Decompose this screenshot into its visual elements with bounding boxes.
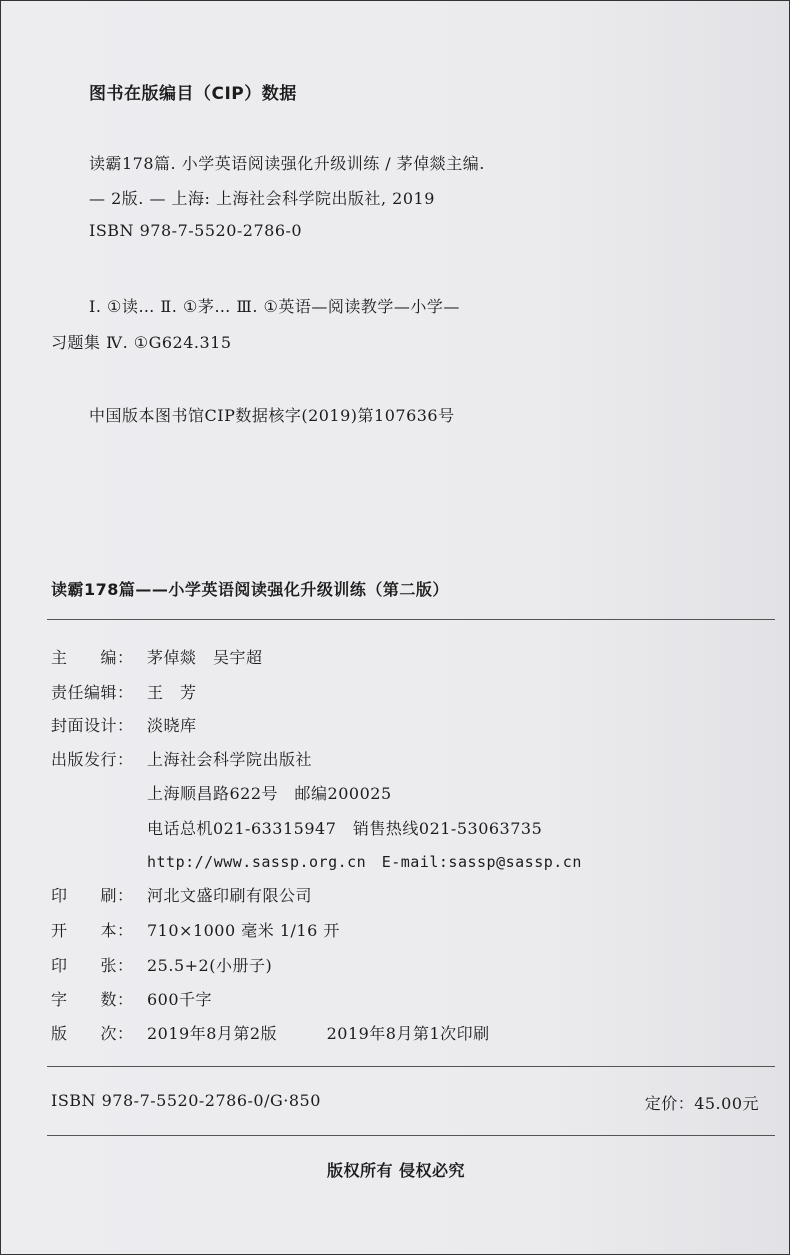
publisher-label: 出版发行： (51, 750, 134, 769)
divider-middle (47, 1066, 775, 1067)
word-count-row (51, 987, 212, 1010)
format-label: 开 本： (51, 921, 134, 940)
publisher-row (51, 747, 312, 770)
sheets-label: 印 张： (51, 956, 134, 975)
sheets-value: 25.5+2(小册子) (147, 956, 273, 975)
edition-row (51, 1021, 490, 1044)
word-count-value: 600千字 (147, 990, 213, 1009)
cover-design-value: 淡晓库 (147, 716, 197, 735)
printer-row (51, 883, 312, 906)
cip-isbn: ISBN 978-7-5520-2786-0 (89, 221, 303, 240)
printer-label: 印 刷： (51, 886, 134, 905)
footer-isbn: ISBN 978-7-5520-2786-0/G·850 (51, 1091, 321, 1110)
edition-value: 2019年8月第2版 2019年8月第1次印刷 (147, 1024, 490, 1043)
cip-record-number: 中国版本图书馆CIP数据核字(2019)第107636号 (89, 406, 455, 425)
cip-line-2: — 2版. — 上海: 上海社会科学院出版社, 2019 (89, 189, 435, 208)
format-value: 710×1000 毫米 1/16 开 (147, 921, 340, 940)
editor-row (51, 645, 263, 668)
price: 定价：45.00元 (644, 1094, 759, 1113)
publisher-address: 上海顺昌路622号 邮编200025 (147, 784, 392, 803)
edition-label: 版 次： (51, 1024, 134, 1043)
cip-line-1: 读霸178篇. 小学英语阅读强化升级训练 / 茅倬燚主编. (89, 154, 485, 173)
copyright-notice: 版权所有 侵权必究 (326, 1161, 466, 1180)
cip-classification-2: 习题集 Ⅳ. ①G624.315 (51, 333, 232, 352)
cover-design-label: 封面设计： (51, 716, 134, 735)
cover-design-row (51, 713, 197, 736)
responsible-editor-row (51, 680, 197, 703)
sheets-row (51, 953, 272, 976)
cip-heading: 图书在版编目（CIP）数据 (89, 84, 297, 104)
divider-bottom (47, 1135, 775, 1136)
editor-label: 主 编： (51, 648, 134, 667)
word-count-label: 字 数： (51, 990, 134, 1009)
publisher-value: 上海社会科学院出版社 (147, 750, 313, 769)
responsible-editor-value: 王 芳 (147, 683, 197, 702)
book-title: 读霸178篇——小学英语阅读强化升级训练（第二版） (51, 580, 449, 599)
responsible-editor-label: 责任编辑： (51, 683, 134, 702)
cip-classification-1: Ⅰ. ①读… Ⅱ. ①茅… Ⅲ. ①英语—阅读教学—小学— (89, 297, 460, 316)
format-row (51, 918, 340, 941)
editor-value: 茅倬燚 吴宇超 (147, 648, 263, 667)
publisher-web-email: http://www.sassp.org.cn E-mail:sassp@sassp.cn (147, 853, 582, 871)
publisher-phone: 电话总机021-63315947 销售热线021-53063735 (147, 819, 543, 838)
divider-top (47, 619, 775, 620)
printer-value: 河北文盛印刷有限公司 (147, 886, 313, 905)
